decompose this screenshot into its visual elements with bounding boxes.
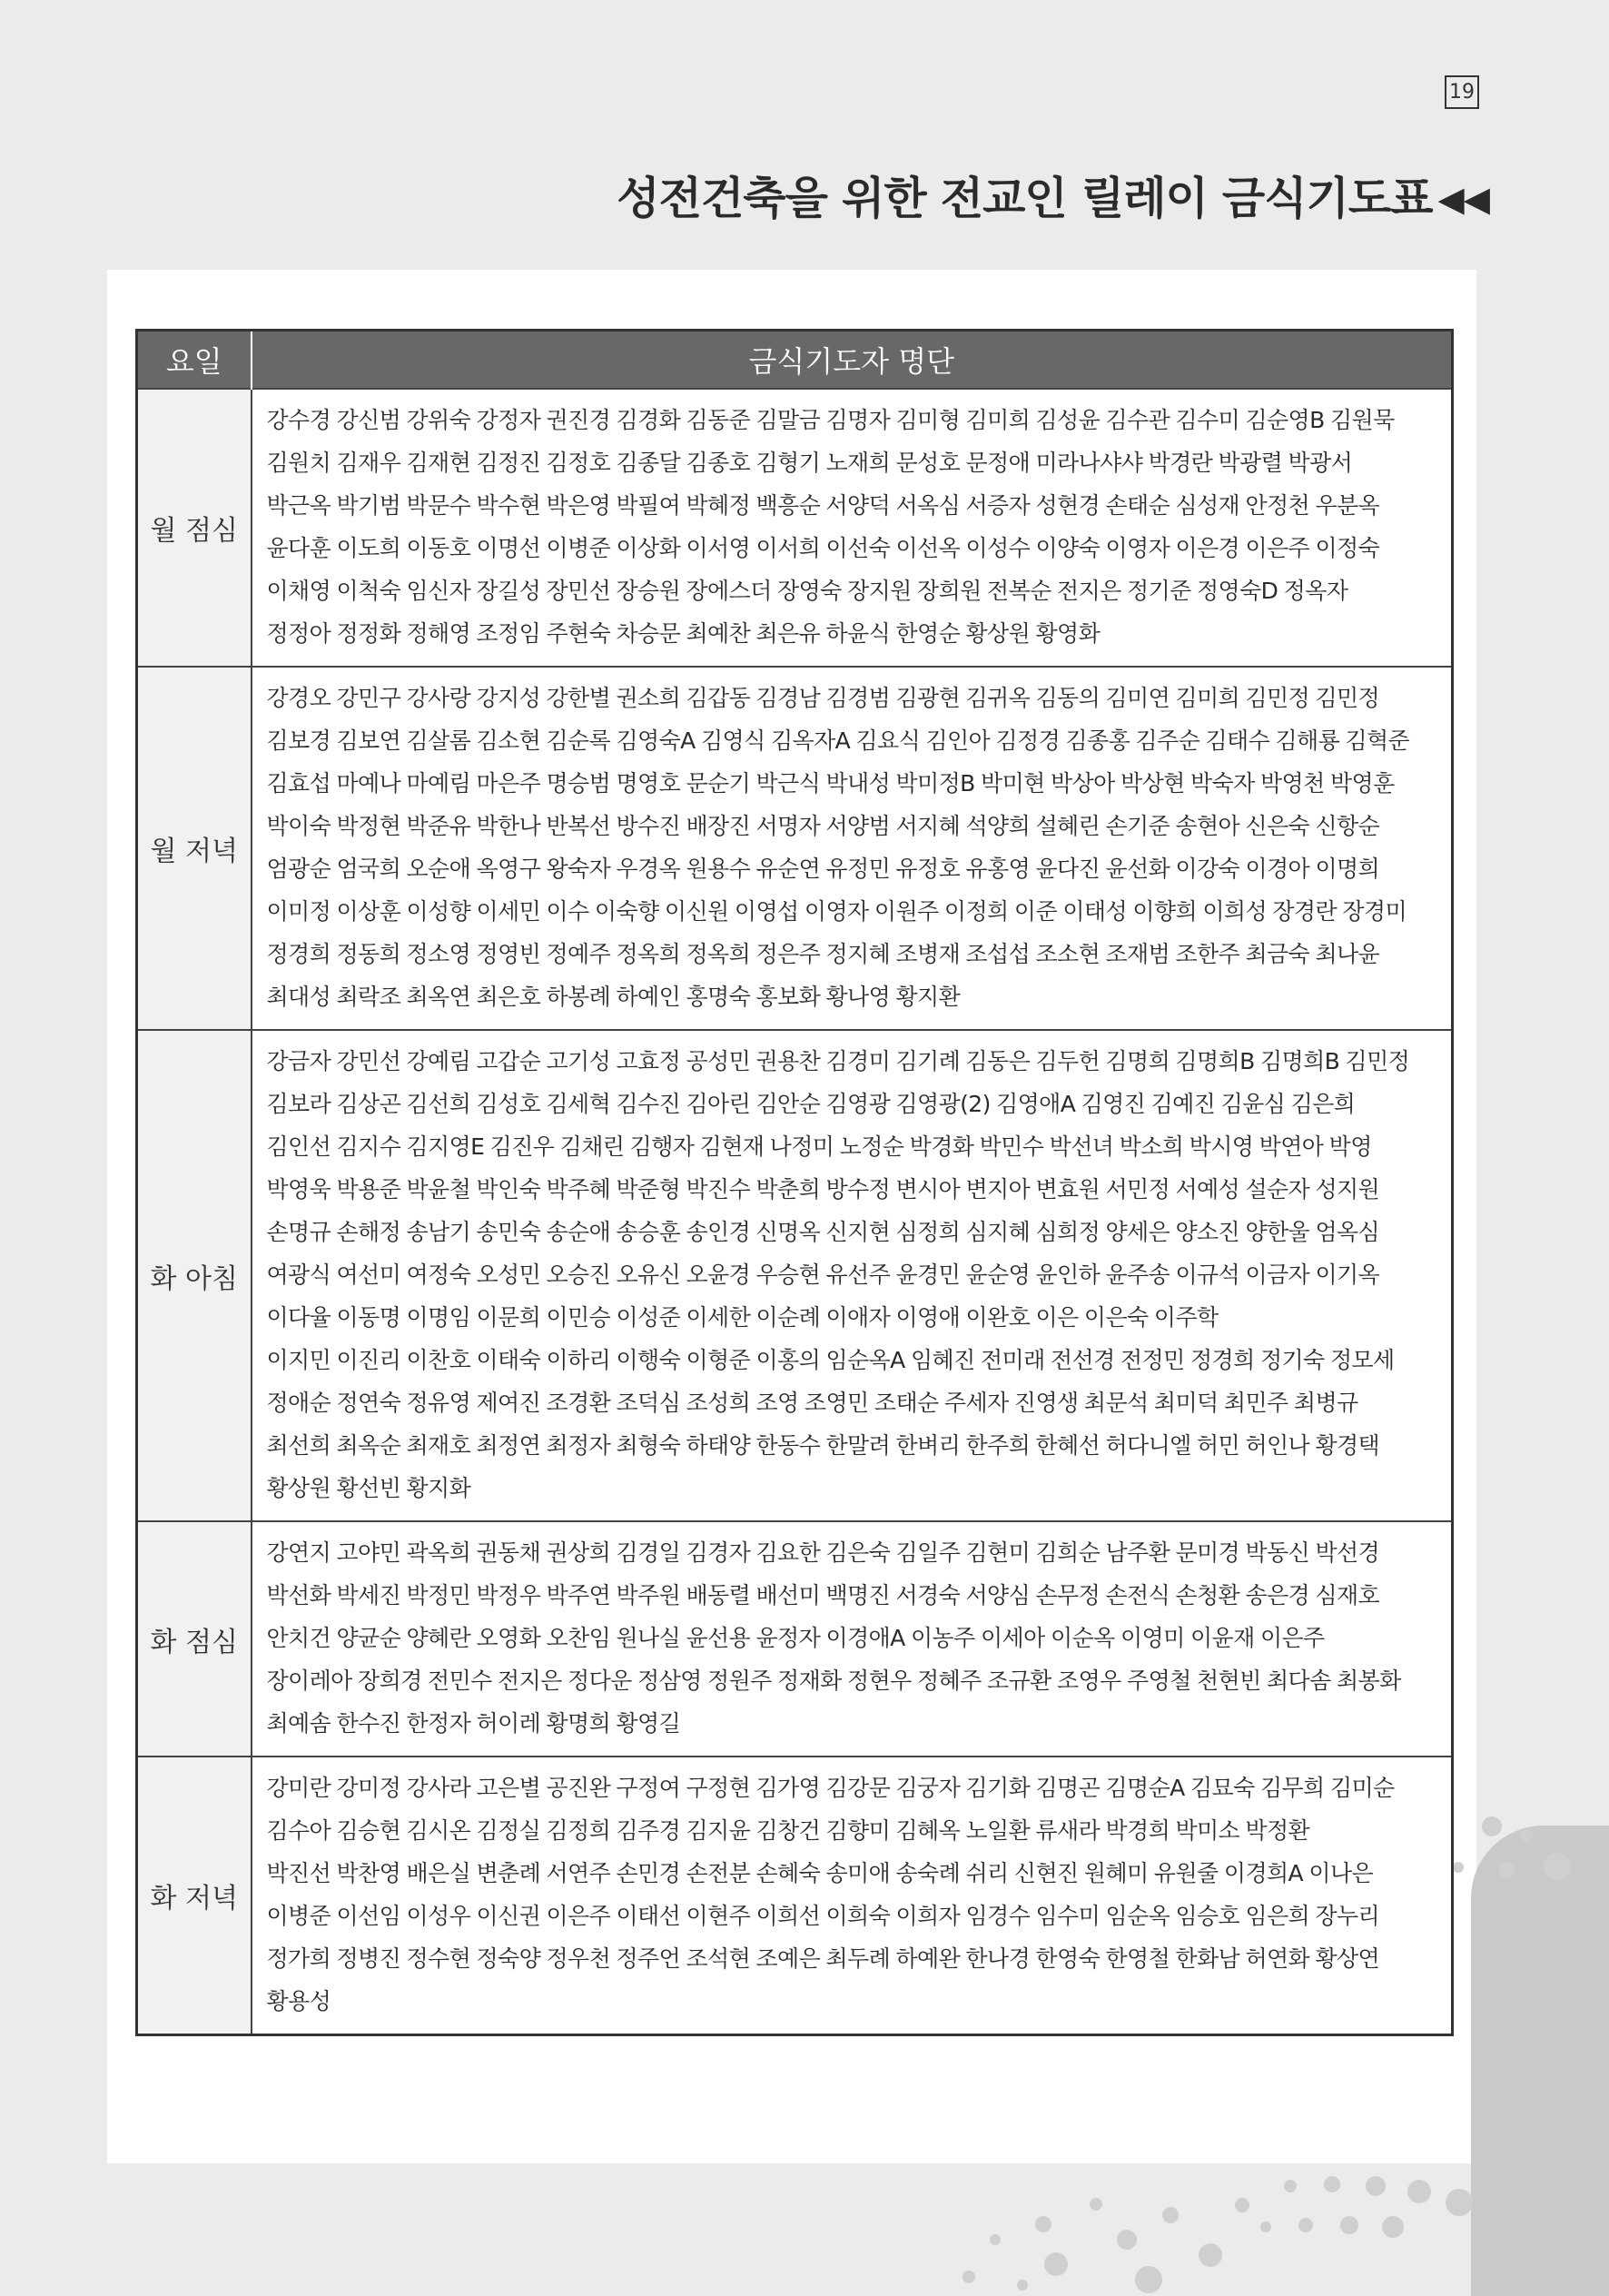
- table-row: [137, 1030, 1453, 1521]
- page-title-text: 성전건축을 위한 전교인 릴레이 금식기도표: [617, 173, 1433, 224]
- day-cell: 화 아침: [137, 1030, 252, 1521]
- day-cell: 월 저녁: [137, 667, 252, 1030]
- day-cell: 월 점심: [137, 389, 252, 667]
- header-day: 요일: [137, 331, 252, 390]
- table-header-row: [137, 331, 1453, 390]
- header-names: 금식기도자 명단: [252, 331, 1453, 390]
- day-cell: 화 저녁: [137, 1757, 252, 2035]
- page-number: 19: [1445, 75, 1479, 109]
- table-row: [137, 1757, 1453, 2035]
- names-cell: 강경오 강민구 강사랑 강지성 강한별 권소희 김갑동 김경남 김경범 김광현 김귀옥 김동의 김미연 김미희 김민정 김민정 김보경 김보연 김살롬 김소현 김순록 김영숙A 김영식 김옥자A 김요식 김인아 김정경 김종홍 김주순 김태수 김해룡 김혁준 김효섭 마예나 마예림 마은주 명승범 명영호 문순기 박근식 박내성 박미정B 박미현 박상아 박상현 박숙자 박영천 박영훈 박이숙 박정현 박준유 박한나 반복선 방수진 배장진 서명자 서양범 서지혜 석양희 설혜린 손기준 송현아 신은숙 신항순 엄광순 엄국희 오순애 옥영구 왕숙자 우경옥 원용수 유순연 유정민 유정호 유홍영 윤다진 윤선화 이강숙 이경아 이명희 이미정 이상훈 이성향 이세민 이수 이숙향 이신원 이영섭 이영자 이원주 이정희 이준 이태성 이향희 이희성 장경란 장경미 정경희 정동희 정소영 정영빈 정예주 정옥희 정옥희 정은주 정지혜 조병재 조섭섭 조소현 조재범 조한주 최금숙 최나윤 최대성 최락조 최옥연 최은호 하봉례 하예인 홍명숙 홍보화 황나영 황지환: [252, 667, 1453, 1030]
- fasting-prayer-table: [135, 329, 1454, 2036]
- names-cell: 강수경 강신범 강위숙 강정자 권진경 김경화 김동준 김말금 김명자 김미형 김미희 김성윤 김수관 김수미 김순영B 김원묵 김원치 김재우 김재현 김정진 김정호 김종달 김종호 김형기 노재희 문성호 문정애 미라나샤샤 박경란 박광렬 박광서 박근옥 박기범 박문수 박수현 박은영 박필여 박혜정 백흥순 서양덕 서옥심 서증자 성현경 손태순 심성재 안정천 우분옥 윤다훈 이도희 이동호 이명선 이병준 이상화 이서영 이서희 이선숙 이선옥 이성수 이양숙 이영자 이은경 이은주 이정숙 이채영 이척숙 임신자 장길성 장민선 장승원 장에스더 장영숙 장지원 장희원 전복순 전지은 정기준 정영숙D 정옥자 정정아 정정화 정해영 조정임 주현숙 차승문 최예찬 최은유 하윤식 한영순 황상원 황영화: [252, 389, 1453, 667]
- names-cell: 강미란 강미정 강사라 고은별 공진완 구정여 구정현 김가영 김강문 김궁자 김기화 김명곤 김명순A 김묘숙 김무희 김미순 김수아 김승현 김시온 김정실 김정희 김주경 김지윤 김창건 김향미 김혜옥 노일환 류새라 박경희 박미소 박정환 박진선 박찬영 배은실 변춘례 서연주 손민경 손전분 손혜숙 송미애 송숙례 쉬리 신현진 원혜미 유원줄 이경희A 이나은 이병준 이선임 이성우 이신권 이은주 이태선 이현주 이희선 이희숙 이희자 임경수 임수미 임순옥 임승호 임은희 장누리 정가희 정병진 정수현 정숙양 정우천 정주언 조석현 조예은 최두례 하예완 한나경 한영숙 한영철 한화남 허연화 황상연 황용성: [252, 1757, 1453, 2035]
- table-row: [137, 667, 1453, 1030]
- day-cell: 화 점심: [137, 1521, 252, 1757]
- title-arrows-icon: ◀◀: [1437, 179, 1489, 219]
- table-row: [137, 389, 1453, 667]
- names-cell: 강금자 강민선 강예림 고갑순 고기성 고효정 공성민 권용찬 김경미 김기례 김동은 김두헌 김명희 김명희B 김명희B 김민정 김보라 김상곤 김선희 김성호 김세혁 김수진 김아린 김안순 김영광 김영광(2) 김영애A 김영진 김예진 김윤심 김은희 김인선 김지수 김지영E 김진우 김채린 김행자 김현재 나정미 노정순 박경화 박민수 박선녀 박소희 박시영 박연아 박영 박영욱 박용준 박윤철 박인숙 박주혜 박준형 박진수 박춘희 방수정 변시아 변지아 변효원 서민정 서예성 설순자 성지원 손명규 손해정 송남기 송민숙 송순애 송승훈 송인경 신명옥 신지현 심정희 심지혜 심희정 양세은 양소진 양한울 엄옥심 여광식 여선미 여정숙 오성민 오승진 오유신 오윤경 우승현 유선주 윤경민 윤순영 윤인하 윤주송 이규석 이금자 이기옥 이다율 이동명 이명임 이문희 이민승 이성준 이세한 이순례 이애자 이영애 이완호 이은 이은숙 이주학 이지민 이진리 이찬호 이태숙 이하리 이행숙 이형준 이홍의 임순옥A 임혜진 전미래 전선경 전정민 정경희 정기숙 정모세 정애순 정연숙 정유영 제여진 조경환 조덕심 조성희 조영 조영민 조태순 주세자 진영생 최문석 최미덕 최민주 최병규 최선희 최옥순 최재호 최정연 최정자 최형숙 하태양 한동수 한말려 한벼리 한주희 한혜선 허다니엘 허민 허인나 황경택 황상원 황선빈 황지화: [252, 1030, 1453, 1521]
- page-title: [617, 163, 1489, 227]
- table-row: [137, 1521, 1453, 1757]
- names-cell: 강연지 고야민 곽옥희 권동채 권상희 김경일 김경자 김요한 김은숙 김일주 김현미 김희순 남주환 문미경 박동신 박선경 박선화 박세진 박정민 박정우 박주연 박주원 배동렬 배선미 백명진 서경숙 서양심 손무정 손전식 손청환 송은경 심재호 안치건 양균순 양혜란 오영화 오찬임 원나실 윤선용 윤정자 이경애A 이농주 이세아 이순옥 이영미 이윤재 이은주 장이레아 장희경 전민수 전지은 정다운 정삼영 정원주 정재화 정현우 정혜주 조규환 조영우 주영철 천현빈 최다솜 최봉화 최예솜 한수진 한정자 허이레 황명희 황영길: [252, 1521, 1453, 1757]
